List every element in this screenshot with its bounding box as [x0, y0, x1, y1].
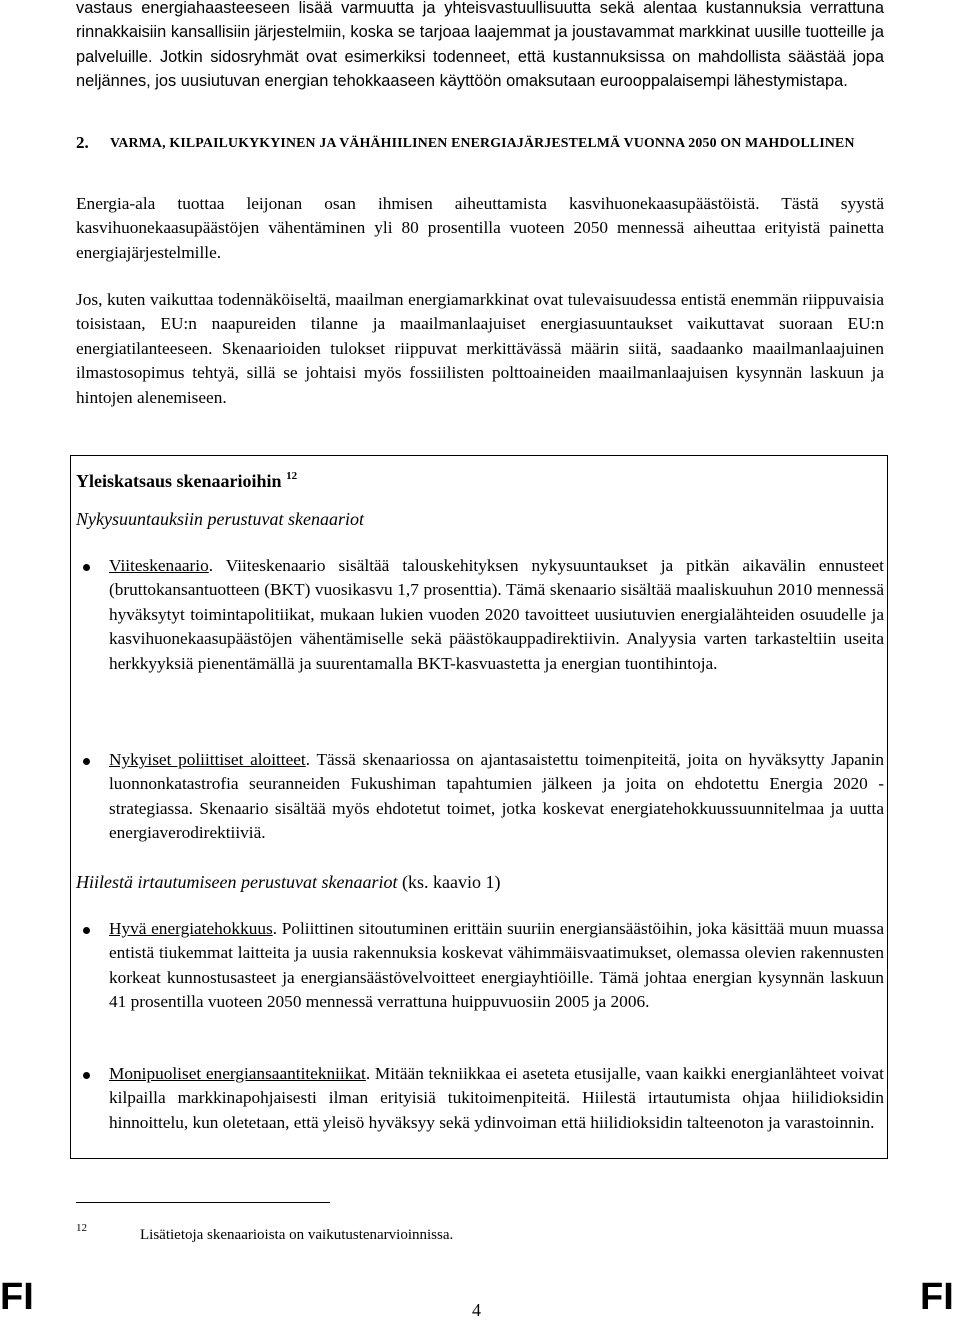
section-number: 2. [76, 133, 89, 152]
section-paragraph-2: Jos, kuten vaikuttaa todennäköiseltä, maailman energiamarkkinat ovat tulevaisuudessa entistä enemmän riippuvaisia toisistaan, EU:n naapureiden tilanne ja maailmanlaajuiset energiasuuntaukset vaikuttavat suoraan EU:n energiatilanteeseen. Skenaarioiden tulokset riippuvat merkittävässä määrin siitä, saadaanko maailmanlaajuinen ilmastosopimus tehtyä, sillä se johtaisi myös fossiilisten polttoaineiden maailmanlaajuisen kysynnän laskuun ja hintojen alenemiseen. [76, 290, 884, 407]
group-2-heading: Hiilestä irtautumiseen perustuvat skenaariot (ks. kaavio 1) [76, 872, 501, 892]
scenario-term: Nykyiset poliittiset aloitteet [109, 750, 306, 769]
list-item: Viiteskenaario. Viiteskenaario sisältää talouskehityksen nykysuuntaukset ja pitkän aikavälin ennusteet (bruttokansantuotteen (BKT) vuosikasvu 1,7 prosenttia). Tämä skenaario sisältää maaliskuuhun 2010 mennessä hyväksytyt toimintapolitiikat, mukaan lukien vuoden 2020 tavoitteet uusiutuvien energialähteiden osuudelle ja kasvihuonekaasupäästöjen vähentämiselle sekä päästökauppadirektiivin. Analyysia varten tarkasteltiin useita herkkyyksiä pienentämällä ja suurentamalla BKT-kasvuastetta ja energian tuontihintoja. [76, 554, 884, 676]
box-title: Yleiskatsaus skenaarioihin $^{12}$ [76, 470, 298, 491]
list-item: Nykyiset poliittiset aloitteet. Tässä skenaariossa on ajantasaistettu toimenpiteitä, joita on hyväksytty Japanin luonnonkatastrofia seuranneiden Fukushiman tapahtumien jälkeen ja joita on ehdotettu Energia 2020 -strategiassa. Skenaario sisältää myös ehdotetut toimet, jotka koskevat energiatehokkuussuunnitelmaa ja uutta energiaverodirektiiviä. [76, 748, 884, 846]
scenario-overview-box [70, 455, 888, 1159]
section-heading [76, 131, 884, 155]
list-item: Monipuoliset energiansaantitekniikat. Mitään tekniikkaa ei aseteta etusijalle, vaan kaikki energianlähteet voivat kilpailla markkinapohjaisesti ilman erityisiä tukitoimenpiteitä. Hiilestä irtautumista ohjaa hiilidioksidin hinnoittelu, kun oletetaan, että yleisö hyväksyy sekä ydinvoiman että hiilidioksidin talteenoton ja varastoinnin. [76, 1062, 884, 1135]
language-code-left: FI [0, 1276, 34, 1318]
footnote-mark: 12 [76, 1222, 87, 1234]
bullet-icon [83, 758, 90, 765]
bullet-icon [83, 927, 90, 934]
group-1-heading: Nykysuuntauksiin perustuvat skenaariot [76, 509, 364, 529]
footnote-reference[interactable]: 12 [286, 470, 298, 482]
scenario-term: Hyvä energiatehokkuus [109, 919, 273, 938]
language-code-right: FI [920, 1276, 954, 1318]
bullet-icon [83, 1072, 90, 1079]
bullet-icon [83, 564, 90, 571]
section-paragraph-1: Energia-ala tuottaa leijonan osan ihmisen aiheuttamista kasvihuonekaasupäästöistä. Tästä syystä kasvihuonekaasupäästöjen vähentäminen yli 80 prosentilla vuoteen 2050 mennessä aiheuttaa erityistä painetta energiajärjestelmille. [76, 194, 884, 262]
intro-paragraph: vastaus energiahaasteeseen lisää varmuutta ja yhteisvastuullisuutta sekä alentaa kustannuksia verrattuna rinnakkaisiin kansallisiin järjestelmiin, koska se tarjoaa laajemmat ja joustavammat markkinat uusille tuotteille ja palveluille. Jotkin sidosryhmät ovat esimerkiksi todenneet, että kustannuksissa on mahdollista säästää jopa neljännes, jos uusiutuvan energian tehokkaaseen käyttöön omaksutaan eurooppalaisempi lähestymistapa. [76, 0, 884, 91]
footnote-text: Lisätietoja skenaarioista on vaikutustenarvioinnissa. [140, 1227, 454, 1243]
list-item: Hyvä energiatehokkuus. Poliittinen sitoutuminen erittäin suuriin energiansäästöihin, joka käsittää muun muassa entistä tiukemmat laitteita ja uusia rakennuksia koskevat vähimmäisvaatimukset, olemassa olevien rakennusten korkeat kunnostusasteet ja energiansäästövelvoitteet energiayhtiöille. Tämä johtaa energian kysynnän laskuun 41 prosentilla vuoteen 2050 mennessä verrattuna huippuvuosiin 2005 ja 2006. [76, 917, 884, 1015]
section-title: VARMA, KILPAILUKYKYINEN JA VÄHÄHIILINEN ENERGIAJÄRJESTELMÄ VUONNA 2050 ON MAHDOLLINEN [110, 135, 855, 150]
page-number: 4 [472, 1300, 481, 1320]
scenario-term: Viiteskenaario [109, 556, 209, 575]
scenario-term: Monipuoliset energiansaantitekniikat [109, 1064, 366, 1083]
footnote-divider [76, 1202, 330, 1203]
